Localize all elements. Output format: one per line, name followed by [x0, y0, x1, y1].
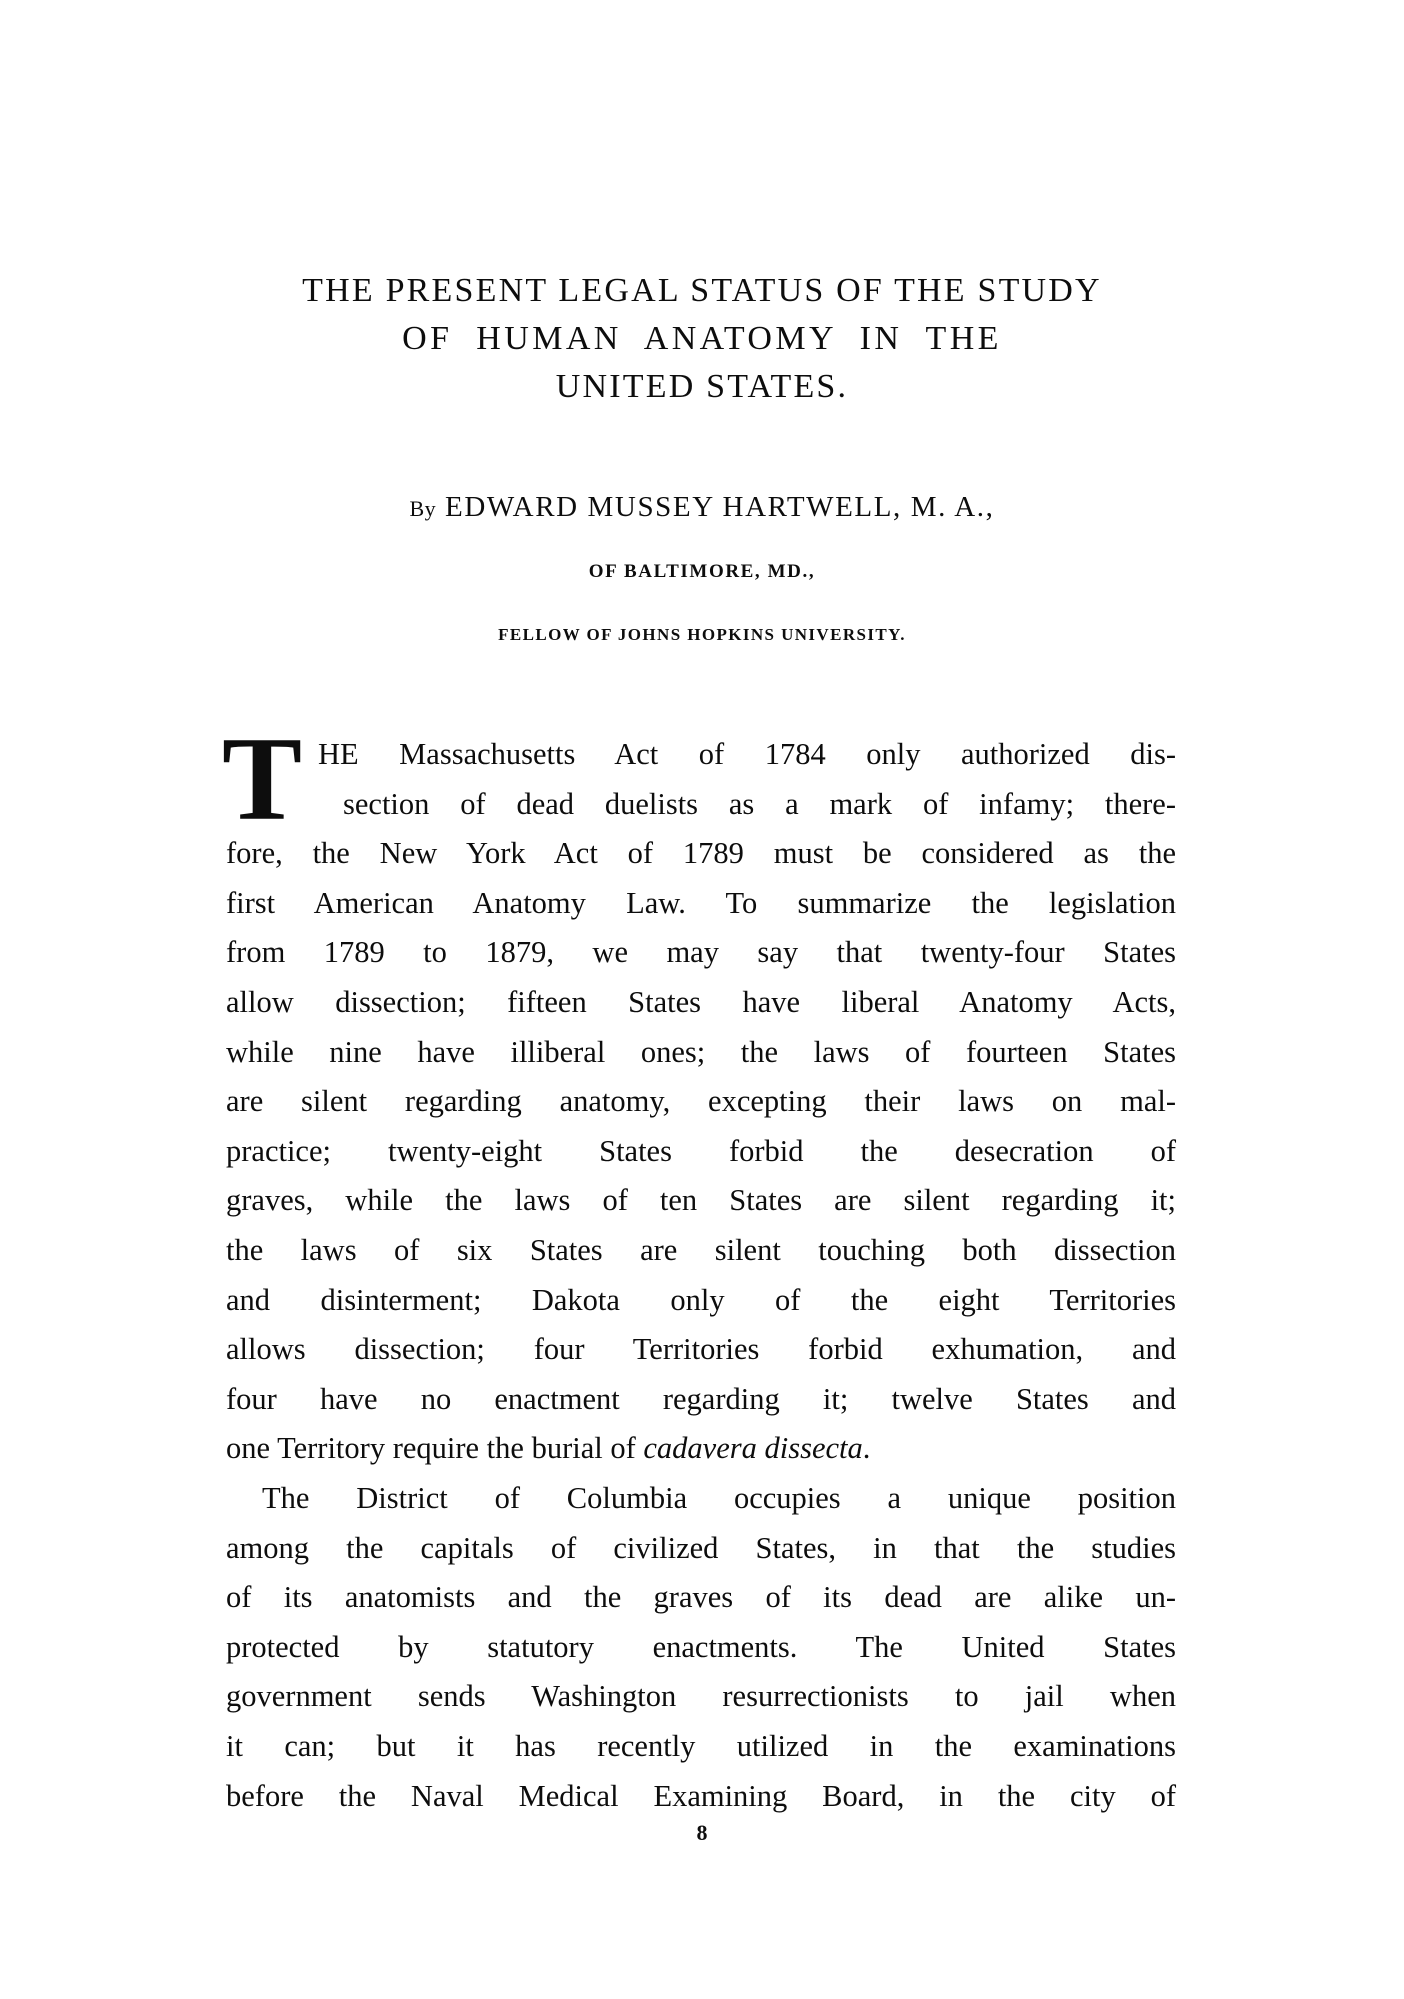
- paragraph-1-line: allows dissection; four Territories forbid exhumation, and: [226, 1332, 1176, 1367]
- author-byline: [0, 493, 1404, 523]
- author-position: FELLOW OF JOHNS HOPKINS UNIVERSITY.: [498, 625, 906, 644]
- paragraph-1-line: four have no enactment regarding it; twelve States and: [226, 1381, 1176, 1416]
- drop-cap: T: [222, 712, 303, 845]
- paragraph-2-line: government sends Washington resurrectionists to jail when: [226, 1679, 1176, 1714]
- paragraph-1-line: first American Anatomy Law. To summarize the legislation: [226, 885, 1176, 920]
- paragraph-1-line: and disinterment; Dakota only of the eight Territories: [226, 1282, 1176, 1317]
- paragraph-1-line: section of dead duelists as a mark of infamy; there-: [343, 786, 1176, 821]
- paragraph-2-line: protected by statutory enactments. The United States: [226, 1629, 1176, 1664]
- paragraph-1-line: fore, the New York Act of 1789 must be considered as the: [226, 836, 1176, 871]
- paragraph-1-line: allow dissection; fifteen States have liberal Anatomy Acts,: [226, 985, 1176, 1019]
- paragraph-1-last-line: [226, 1428, 1176, 1468]
- byline-prefix: By: [409, 496, 437, 521]
- paragraph-1-line: the laws of six States are silent touching both dissection: [226, 1233, 1176, 1267]
- paragraph-1-line: are silent regarding anatomy, excepting their laws on mal-: [226, 1084, 1176, 1119]
- paragraph-1-line: HE Massachusetts Act of 1784 only authorized dis-: [318, 737, 1176, 771]
- article-title-line-3: UNITED STATES.: [555, 368, 849, 405]
- last-line-end: .: [862, 1431, 871, 1466]
- author-name: EDWARD MUSSEY HARTWELL, M. A.,: [445, 491, 995, 523]
- paragraph-2-line: before the Naval Medical Examining Board, in the city of: [226, 1778, 1176, 1813]
- article-title-line-2: OF HUMAN ANATOMY IN THE: [402, 320, 1002, 357]
- paragraph-1-line: graves, while the laws of ten States are silent regarding it;: [226, 1183, 1176, 1218]
- paragraph-1-line: while nine have illiberal ones; the laws of fourteen States: [226, 1034, 1176, 1069]
- paragraph-2-line: it can; but it has recently utilized in the examinations: [226, 1729, 1176, 1763]
- paragraph-1-line: from 1789 to 1879, we may say that twenty-four States: [226, 935, 1176, 970]
- latin-phrase: cadavera dissecta: [643, 1431, 863, 1466]
- paragraph-1-line: practice; twenty-eight States forbid the desecration of: [226, 1133, 1176, 1168]
- author-location: OF BALTIMORE, MD.,: [588, 561, 816, 582]
- last-line-text: one Territory require the burial of: [226, 1431, 644, 1466]
- article-title-line-1: THE PRESENT LEGAL STATUS OF THE STUDY: [302, 272, 1102, 309]
- page-number: 8: [696, 1820, 708, 1845]
- paragraph-2-line: The District of Columbia occupies a unique position: [262, 1481, 1176, 1515]
- paragraph-2-line: among the capitals of civilized States, in that the studies: [226, 1530, 1176, 1565]
- paragraph-2-line: of its anatomists and the graves of its dead are alike un-: [226, 1580, 1176, 1615]
